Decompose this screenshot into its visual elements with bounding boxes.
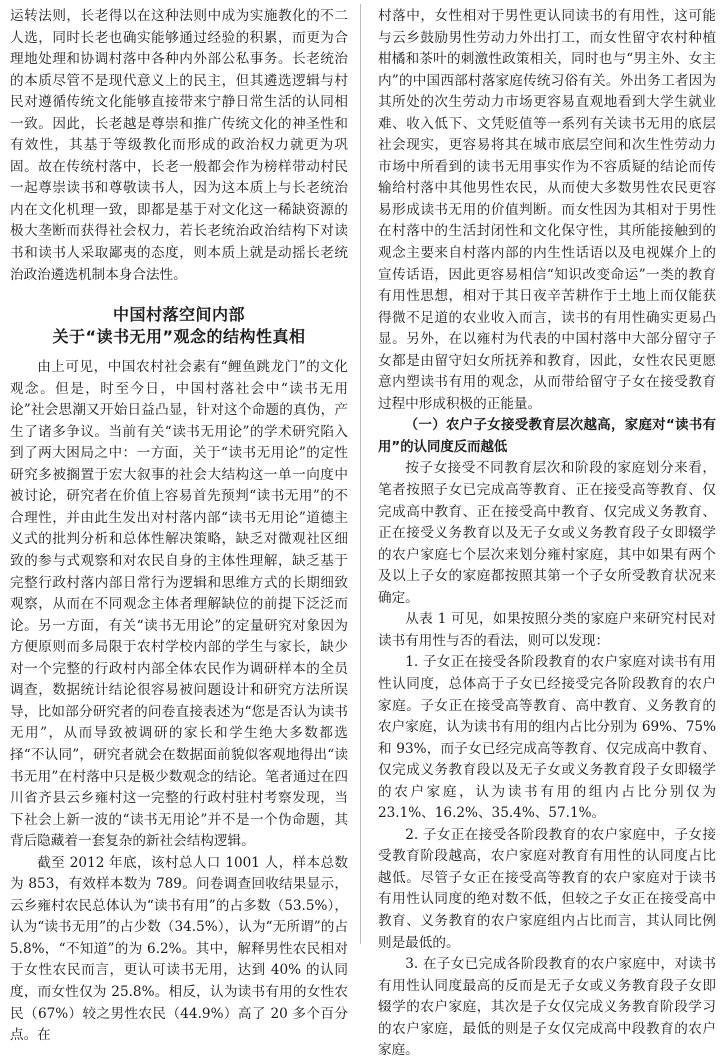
left-column [10,6,348,1047]
list-item: 1. 子女正在接受各阶段教育的农户家庭对读书有用性认同度，总体高于子女已经接受完各阶段教育的农户家庭。子女正在接受高等教育、高中教育、义务教育的农户家庭，认为读书有用的组内占比分别为 69%、75% 和 93%，而子女已经完成高等教育、仅完成高中教育、仅完成义务教育段以及无子女或义务教育段子女即辍学的农户家庭，认为读书有用的组内占比分别仅为 23.1%、16.2%、35.4%、57.1%。 [378,654,716,822]
paragraph: 从表 1 可见，如果按照分类的家庭户来研究村民对读书有用性与否的看法，则可以发现： [378,611,716,649]
column-divider [360,4,361,944]
subsection-heading: （一）农户子女接受教育层次越高，家庭对“读书有用”的认同度反而越低 [378,418,716,455]
section-title [10,304,348,348]
paragraph: 运转法则，长老得以在这种法则中成为实施教化的不二人选，同时长老也确实能够通过经验的积累，而更为合理地处理和协调村落中各种内外部公私事务。长老统治的本质尽管不是现代意义上的民主，但其遴选逻辑与村民对遵循传统文化能够直接带来宁静日常生活的认同相一致。因此，长老越是尊崇和推广传统文化的神圣性和有效性，其基于等级教化而形成的政治权力就更为巩固。故在传统村落中，长老一般都会作为榜样带动村民一起尊崇读书和尊敬读书人，因为这本质上与长老统治内在文化机理一致，即都是基于对文化这一稀缺资源的极大垄断而获得社会权力，若长老统治政治结构下对读书和读书人采取鄙夷的态度，则本质上就是动摇长老统治政治遴选机制本身合法性。 [10,8,348,283]
right-column [378,6,716,1062]
list-item: 3. 在子女已完成各阶段教育的农户家庭中，对读书有用性认同度最高的反而是无子女或义务教育段子女即辍学的农户家庭，其次是子女仅完成义务教育阶段学习的农户家庭，最低的则是子女仅完成高中段教育的农户家庭。 [378,956,716,1059]
paragraph: 村落中，女性相对于男性更认同读书的有用性，这可能与云乡鼓励男性劳动力外出打工，而女性留守农村种植柑橘和茶叶的刺激性政策相关，同时也与“男主外、女主内”的中国西部村落家庭传统习俗有关。外出务工者因为其所处的次生劳动力市场更容易直观地看到大学生就业难、收入低下、文凭贬值等一系列有关读书无用的底层社会现实，更容易将其在城市底层空间和次生性劳动力市场中所看到的读书无用事实作为不容质疑的结论而传输给村落中其他男性农民，从而使大多数男性农民更容易形成读书无用的价值判断。而女性因为其相对于男性在村落中的生活封闭性和文化保守性，其所能接触到的观念主要来自村落内部的内生性话语以及电视媒介上的宣传话语，因此更容易相信“知识改变命运”一类的教育有用性思想，相对于其日夜辛苦耕作于土地上而仅能获得微不足道的农业收入而言，读书的有用性确实更易凸显。另外，在以雍村为代表的中国村落中大部分留守子女都是由留守妇女所抚养和教育，因此，女性农民更愿意内塑读书有用的观念，从而带给留守子女在接受教育过程中形成积极的正能量。 [378,8,716,412]
paragraph: 截至 2012 年底，该村总人口 1001 人，样本总数为 853，有效样本数为 789。问卷调查回收结果显示，云乡雍村农民总体认为“读书有用”的占多数（53.5%），认为“读书无用”的占少数（34.5%），认为“无所谓”的占 5.8%，“不知道”的为 6.2%。其中，解释男性农民相对于女性农民而言，更认可读书无用，达到 40% 的认同度，而女性仅为 25.8%。相反，认为读书有用的女性农民（67%）较之男性农民（44.9%）高了 20 多个百分点。在 [10,854,348,1044]
paragraph: 由上可见，中国农村社会素有“鲤鱼跳龙门”的文化观念。但是，时至今日，中国村落社会中“读书无用论”社会思潮又开始日益凸显，针对这个命题的真伪，产生了诸多争议。当前有关“读书无用论”的学术研究陷入到了两大困局之中：一方面，关于“读书无用论”的定性研究多被搁置于宏大叙事的社会大结构这一单一向度中被讨论，研究者在价值上容易首先预判“读书无用”的不合理性，并由此生发出对村落内部“读书无用论”道德主义式的批判分析和总体性解决策略，缺乏对微观社区细致的参与式观察和对农民自身的主体性理解，缺乏基于完整行政村落内部日常行为逻辑和思维方式的长期细致观察，从而在不同观念主体者理解缺位的前提下泛泛而论。另一方面，有关“读书无用论”的定量研究对象因为方便原则而多局限于农村学校内部的学生与家长，缺少对一个完整的行政村内部全体农民作为调研样本的全员调查，数据统计结论很容易被问题设计和研究方法所误导，比如部分研究者的问卷直接表述为“您是否认为读书无用”，从而导致被调研的家长和学生绝大多数都选择“不认同”，研究者就会在数据面前貌似客观地得出“读书无用”在村落中只是极少数观念的结论。笔者通过在四川省齐县云乡雍村这一完整的行政村驻村考察发现，当下社会上新一波的“读书无用论”并不是一个伪命题，其背后隐藏着一套复杂的新社会结构逻辑。 [10,359,348,850]
section-title-line-2: 关于“读书无用”观念的结构性真相 [52,327,306,347]
list-item: 2. 子女正在接受各阶段教育的农户家庭中，子女接受教育阶段越高，农户家庭对教育有用性的认同度占比越低。尽管子女正在接受高等教育的农户家庭对于读书有用性认同度的绝对数不低，但较之子女正在接受高中教育、义务教育的农户家庭组内占比而言，其认同比例则是最低的。 [378,826,716,951]
section-title-line-1: 中国村落空间内部 [112,305,245,325]
paragraph: 按子女接受不同教育层次和阶段的家庭划分来看，笔者按照子女已完成高等教育、正在接受高等教育、仅完成高中教育、正在接受高中教育、仅完成义务教育、正在接受义务教育以及无子女或义务教育段子女即辍学的农户家庭七个层次来划分雍村家庭，其中如果有两个及以上子女的家庭都按照其第一个子女所受教育状况来确定。 [378,460,716,606]
